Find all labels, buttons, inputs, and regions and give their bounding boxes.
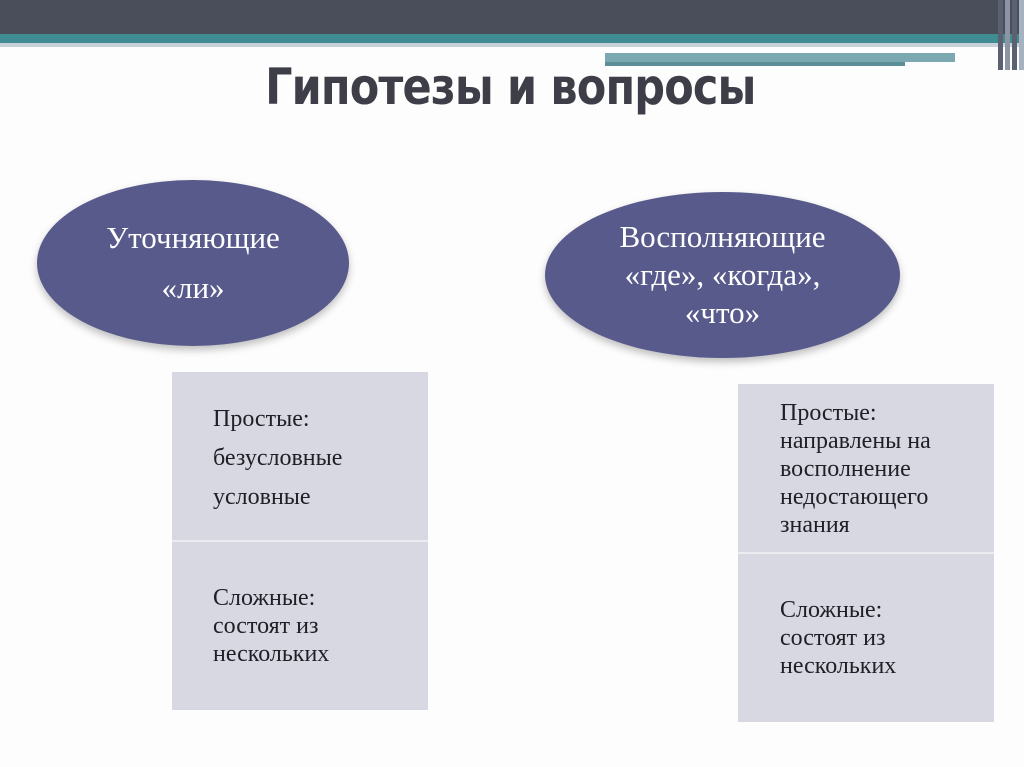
cell-left-complex <box>172 584 428 668</box>
ellipse-clarifying <box>37 180 349 346</box>
left-complex-item-1: состоят из <box>213 613 319 639</box>
right-simple-item-3: недостающего <box>780 484 929 510</box>
left-simple-item-2: условные <box>213 484 311 510</box>
left-simple-heading: Простые: <box>213 406 310 432</box>
cell-left-simple <box>172 400 428 517</box>
ellipse-left-line-2: «ли» <box>161 270 225 305</box>
ellipse-right-line-2: «где», «когда», <box>624 257 821 292</box>
box-left-divider <box>172 540 428 542</box>
right-complex-item-2: нескольких <box>780 653 897 679</box>
cell-right-simple <box>738 399 994 539</box>
right-simple-heading: Простые: <box>780 400 877 426</box>
left-simple-item-1: безусловные <box>213 445 343 471</box>
top-band <box>0 0 1024 34</box>
left-complex-item-2: нескольких <box>213 641 330 667</box>
right-simple-item-4: знания <box>780 512 850 538</box>
light-band <box>0 43 1024 47</box>
right-simple-item-2: восполнение <box>780 456 911 482</box>
slide-title: Гипотезы и вопросы <box>265 58 756 116</box>
box-supplementing <box>738 384 994 722</box>
teal-band <box>0 34 1024 43</box>
right-simple-item-1: направлены на <box>780 428 931 454</box>
right-complex-heading: Сложные: <box>780 597 883 623</box>
ellipse-right-line-3: «что» <box>684 295 761 330</box>
ellipse-supplementing <box>545 192 900 358</box>
box-right-divider <box>738 552 994 554</box>
ellipse-left-line-1: Уточняющие <box>106 220 280 255</box>
corner-decoration <box>994 0 1024 70</box>
right-complex-item-1: состоят из <box>780 625 886 651</box>
box-clarifying <box>172 372 428 710</box>
left-complex-heading: Сложные: <box>213 585 316 611</box>
cell-right-complex <box>738 596 994 680</box>
ellipse-right-line-1: Восполняющие <box>619 219 826 254</box>
